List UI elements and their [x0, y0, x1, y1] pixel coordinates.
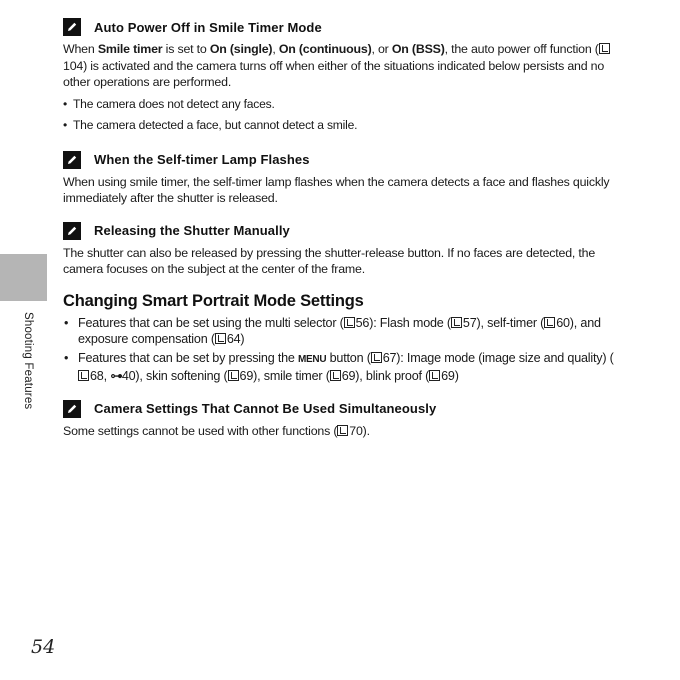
note-text: Some settings cannot be used with other functions ( — [63, 423, 338, 438]
page-ref: 60 — [556, 315, 570, 330]
item-text: Features that can be set by pressing the — [78, 350, 299, 365]
page-ref: 70 — [349, 423, 363, 438]
note-title: Releasing the Shutter Manually — [94, 223, 290, 238]
item-text: ) — [240, 332, 245, 346]
note-text: , — [272, 42, 279, 56]
option-on-continuous: On (continuous) — [278, 42, 372, 56]
note-header — [63, 16, 623, 38]
list-item — [63, 315, 623, 348]
note-pencil-icon — [63, 151, 81, 169]
page-ref-icon — [337, 425, 348, 436]
item-text: , — [103, 369, 111, 383]
page-ref-icon — [78, 370, 89, 381]
page-ref-icon — [228, 370, 239, 381]
page-ref: 67 — [382, 350, 397, 365]
note-pencil-icon — [63, 222, 81, 240]
note-header — [63, 220, 623, 242]
situation-list — [63, 94, 623, 136]
page-number: 54 — [31, 636, 56, 658]
menu-button-label: MENU — [298, 353, 327, 365]
item-text: ) — [454, 369, 459, 383]
note-body: The shutter can also be released by pressing the shutter-release button. If no faces are detected, the camera focuses on the subject at the center of the frame. — [63, 245, 596, 276]
item-text: Features that can be set using the multi selector ( — [78, 315, 344, 330]
item-text: ), blink proof ( — [355, 369, 430, 383]
note-title: Auto Power Off in Smile Timer Mode — [94, 19, 322, 35]
note-pencil-icon — [63, 400, 81, 418]
option-on-single: On (single) — [209, 42, 273, 56]
note-auto-power-off — [63, 16, 623, 136]
page-ref-icon — [215, 333, 226, 344]
page-ref: 68 — [90, 369, 104, 383]
page-ref: 104 — [63, 58, 84, 73]
page-ref: 69 — [341, 369, 356, 383]
list-item: • The camera detected a face, but cannot detect a smile. — [63, 115, 623, 136]
list-item — [63, 350, 623, 385]
item-text: ), and exposure compensation ( — [78, 315, 601, 346]
note-body: When using smile timer, the self-timer lamp flashes when the camera detects a face and flashes quickly immediately after the shutter is released. — [63, 174, 610, 205]
page-ref-icon — [429, 370, 440, 381]
item-text: ), skin softening ( — [135, 369, 228, 383]
option-on-bss: On (BSS) — [391, 42, 445, 56]
note-title: Camera Settings That Cannot Be Used Simultaneously — [94, 401, 437, 416]
note-body — [63, 41, 623, 91]
chapter-tab — [0, 254, 47, 301]
page-content — [63, 16, 623, 439]
note-text: When — [63, 42, 98, 56]
page-ref: 56 — [355, 315, 370, 330]
page-ref: 57 — [462, 315, 477, 330]
item-text: ), smile timer ( — [253, 369, 330, 383]
reference-section-icon: ⊶ — [110, 369, 122, 383]
page-ref: 40 — [121, 369, 136, 383]
note-text: ) is activated and the camera turns off when either of the situations indicated below persists and no other operations are performed. — [63, 58, 605, 89]
page-ref-icon — [599, 43, 610, 54]
item-text: button ( — [326, 350, 371, 365]
note-text: ). — [362, 423, 370, 438]
page-ref: 69 — [239, 369, 254, 383]
page-ref-icon — [451, 317, 462, 328]
page-ref-icon — [371, 352, 382, 363]
note-title: When the Self-timer Lamp Flashes — [94, 152, 310, 167]
note-text: , or — [371, 42, 392, 56]
item-text: ): Image mode (image size and quality) ( — [396, 350, 614, 365]
page-ref: 64 — [226, 332, 241, 346]
note-self-timer-lamp — [63, 149, 623, 207]
list-item: • The camera does not detect any faces. — [63, 94, 623, 115]
item-text: ), self-timer ( — [476, 315, 545, 330]
note-text: , the auto power off function ( — [444, 42, 599, 56]
page-ref-icon — [344, 317, 355, 328]
setting-smile-timer: Smile timer — [97, 42, 163, 56]
page-ref-icon — [330, 370, 341, 381]
note-settings-conflict — [63, 398, 623, 440]
note-text: is set to — [162, 42, 210, 56]
item-text: ): Flash mode ( — [369, 315, 451, 330]
note-release-shutter — [63, 220, 623, 278]
section-heading: Changing Smart Portrait Mode Settings — [63, 291, 364, 310]
page-ref: 69 — [441, 369, 455, 383]
note-header — [63, 398, 623, 420]
chapter-label: Shooting Features — [22, 312, 34, 410]
feature-list — [63, 315, 623, 385]
page-ref-icon — [544, 317, 555, 328]
note-header — [63, 149, 623, 171]
note-pencil-icon — [63, 18, 81, 36]
note-body — [63, 423, 623, 440]
